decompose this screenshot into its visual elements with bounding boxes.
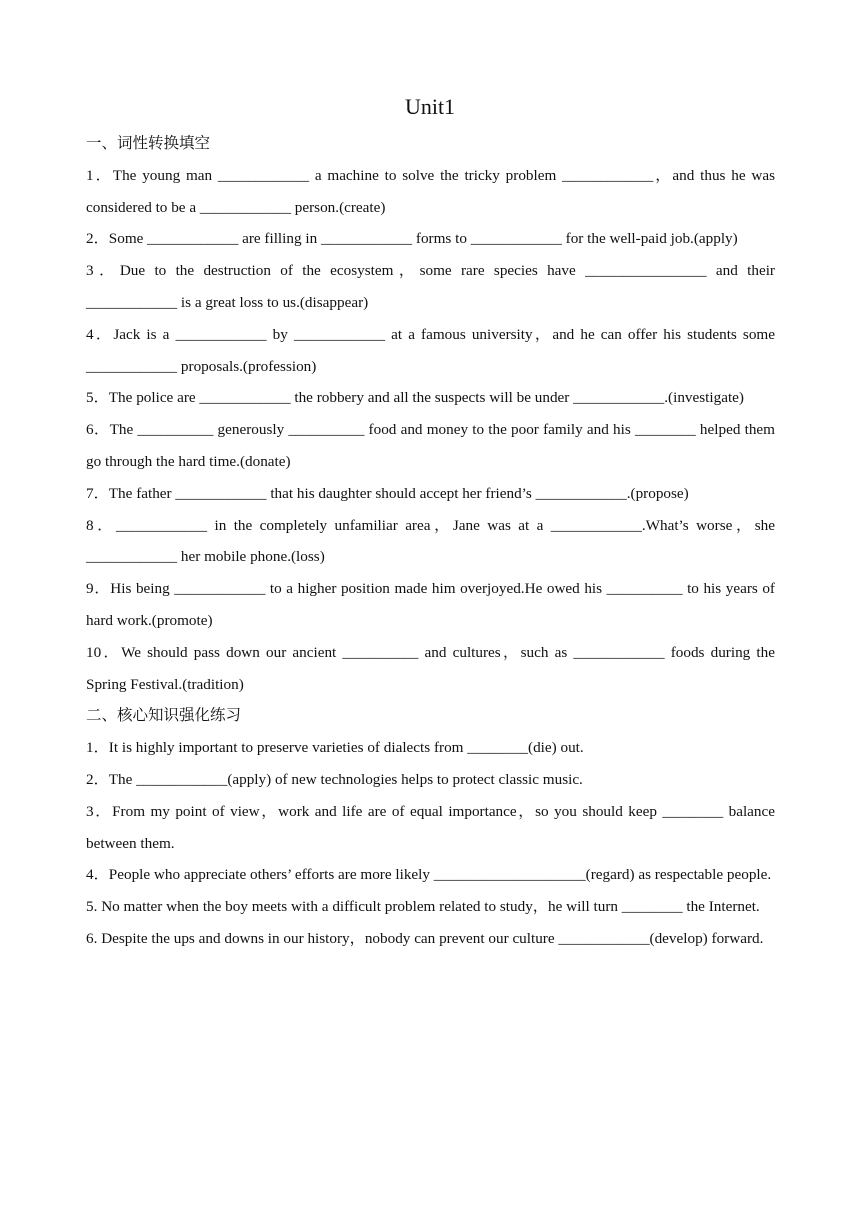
exercise-item: 9．His being ____________ to a higher position made him overjoyed.He owed his __________ to his years of hard work.(promote) [86, 580, 775, 629]
exercise-item: 10．We should pass down our ancient __________ and cultures，such as ____________ foods during the Spring Festival.(tradition) [86, 643, 775, 693]
section-heading-word-forms: 一、词性转换填空 [86, 134, 211, 152]
exercise-item: 2．The ____________(apply) of new technologies helps to protect classic music. [86, 770, 583, 788]
exercise-item: 3．Due to the destruction of the ecosystem，some rare species have ________________ and their ____________ is a great loss to us.(disappear) [86, 262, 775, 311]
exercise-item: 7．The father ____________ that his daughter should accept her friend’s ____________.(propose) [86, 484, 689, 502]
exercise-item: 4．People who appreciate others’ efforts are more likely ____________________(regard) as respectable people. [86, 866, 772, 884]
exercise-item: 6. Despite the ups and downs in our history，nobody can prevent our culture ____________(develop) forward. [86, 929, 764, 947]
exercise-item: 4．Jack is a ____________ by ____________ at a famous university，and he can offer his students some ____________ proposals.(profession) [86, 325, 775, 375]
exercise-item: 1．The young man ____________ a machine to solve the tricky problem ____________，and thus he was considered to be a ____________ person.(create) [86, 166, 775, 216]
section-heading-core-knowledge: 二、核心知识强化练习 [86, 706, 242, 725]
exercise-item: 2．Some ____________ are filling in ____________ forms to ____________ for the well-paid job.(apply) [86, 230, 738, 248]
exercise-item: 8．____________ in the completely unfamiliar area，Jane was at a ____________.What’s worse，she ____________ her mobile phone.(loss) [86, 516, 775, 566]
exercise-item: 6．The __________ generously __________ food and money to the poor family and his ________ helped them go through the hard time.(donate) [86, 421, 775, 470]
exercise-item: 5．The police are ____________ the robbery and all the suspects will be under ____________.(investigate) [86, 389, 744, 407]
exercise-item: 5. No matter when the boy meets with a difficult problem related to study，he will turn ________ the Internet. [86, 898, 760, 916]
exercise-item: 1．It is highly important to preserve varieties of dialects from ________(die) out. [86, 739, 584, 757]
exercise-item: 3．From my point of view，work and life are of equal importance，so you should keep ________ balance between them. [86, 802, 775, 852]
page-title: Unit1 [404, 94, 456, 119]
worksheet-content [86, 128, 775, 955]
